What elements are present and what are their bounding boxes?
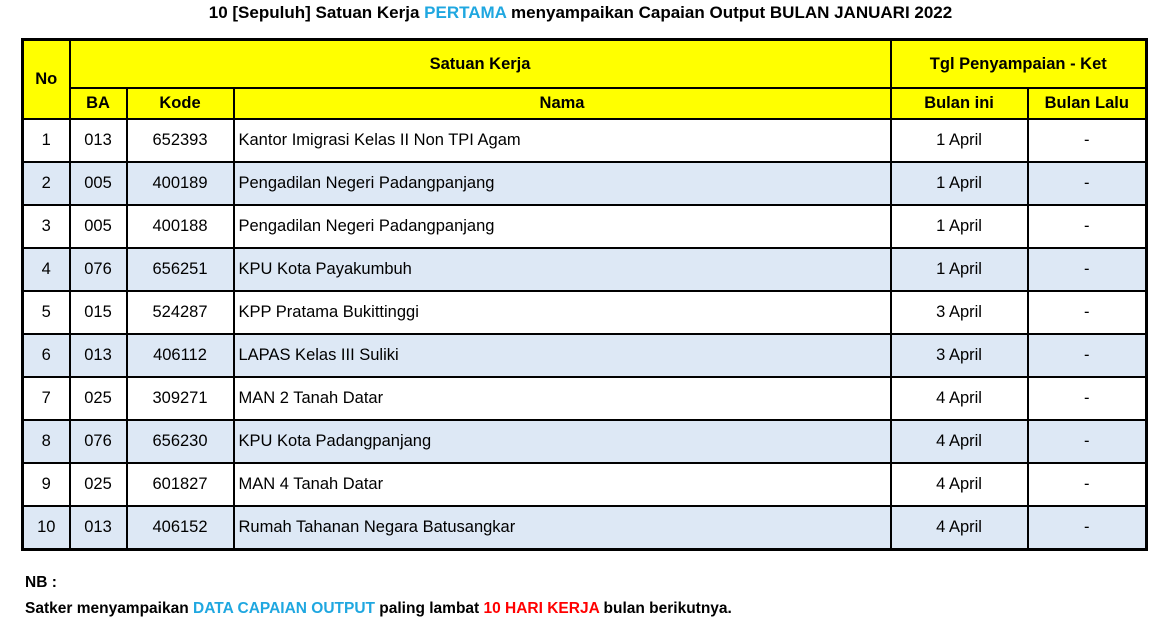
table-row	[23, 420, 1147, 463]
cell-nama: KPU Kota Payakumbuh	[234, 248, 891, 291]
footnote-highlight-output: DATA CAPAIAN OUTPUT	[193, 600, 375, 617]
cell-no: 2	[23, 162, 70, 205]
title-part2: menyampaikan Capaian Output BULAN JANUARI 2022	[506, 3, 953, 22]
cell-bulan-ini: 3 April	[891, 334, 1028, 377]
cell-bulan-lalu: -	[1028, 162, 1147, 205]
cell-kode: 406152	[127, 506, 234, 550]
cell-bulan-lalu: -	[1028, 119, 1147, 162]
cell-no: 3	[23, 205, 70, 248]
cell-no: 4	[23, 248, 70, 291]
header-nama: Nama	[234, 88, 891, 119]
cell-bulan-ini: 4 April	[891, 420, 1028, 463]
cell-nama: Rumah Tahanan Negara Batusangkar	[234, 506, 891, 550]
cell-ba: 015	[70, 291, 127, 334]
cell-nama: KPU Kota Padangpanjang	[234, 420, 891, 463]
cell-kode: 652393	[127, 119, 234, 162]
cell-bulan-lalu: -	[1028, 205, 1147, 248]
cell-nama: LAPAS Kelas III Suliki	[234, 334, 891, 377]
cell-nama: KPP Pratama Bukittinggi	[234, 291, 891, 334]
cell-ba: 076	[70, 248, 127, 291]
header-no: No	[23, 40, 70, 120]
cell-kode: 309271	[127, 377, 234, 420]
cell-no: 1	[23, 119, 70, 162]
cell-bulan-ini: 1 April	[891, 248, 1028, 291]
table-row	[23, 162, 1147, 205]
cell-bulan-lalu: -	[1028, 377, 1147, 420]
satker-table	[21, 38, 1148, 551]
header-tgl-penyampaian: Tgl Penyampaian - Ket	[891, 40, 1147, 89]
cell-ba: 013	[70, 506, 127, 550]
table-row	[23, 334, 1147, 377]
cell-bulan-ini: 1 April	[891, 162, 1028, 205]
cell-kode: 656251	[127, 248, 234, 291]
cell-ba: 005	[70, 162, 127, 205]
title-part1: 10 [Sepuluh] Satuan Kerja	[208, 3, 425, 22]
table-row	[23, 377, 1147, 420]
footnote-text	[25, 596, 732, 622]
header-kode: Kode	[127, 88, 234, 119]
footnote-text-part3: bulan berikutnya.	[599, 600, 732, 617]
cell-kode: 656230	[127, 420, 234, 463]
footnote-text-part1: Satker menyampaikan	[25, 600, 194, 617]
cell-ba: 076	[70, 420, 127, 463]
table-row	[23, 506, 1147, 550]
cell-nama: MAN 4 Tanah Datar	[234, 463, 891, 506]
cell-bulan-ini: 1 April	[891, 119, 1028, 162]
header-bulan-lalu: Bulan Lalu	[1028, 88, 1147, 119]
cell-ba: 013	[70, 334, 127, 377]
header-ba: BA	[70, 88, 127, 119]
cell-nama: Kantor Imigrasi Kelas II Non TPI Agam	[234, 119, 891, 162]
table-row	[23, 119, 1147, 162]
cell-bulan-lalu: -	[1028, 291, 1147, 334]
cell-bulan-lalu: -	[1028, 334, 1147, 377]
cell-kode: 406112	[127, 334, 234, 377]
cell-no: 7	[23, 377, 70, 420]
page-title	[0, 2, 1161, 24]
cell-kode: 601827	[127, 463, 234, 506]
cell-bulan-lalu: -	[1028, 506, 1147, 550]
cell-ba: 025	[70, 377, 127, 420]
cell-no: 8	[23, 420, 70, 463]
title-highlight: PERTAMA	[424, 3, 507, 22]
cell-nama: Pengadilan Negeri Padangpanjang	[234, 205, 891, 248]
cell-bulan-ini: 3 April	[891, 291, 1028, 334]
cell-kode: 524287	[127, 291, 234, 334]
cell-bulan-ini: 4 April	[891, 506, 1028, 550]
cell-bulan-lalu: -	[1028, 420, 1147, 463]
cell-bulan-lalu: -	[1028, 463, 1147, 506]
table-row	[23, 291, 1147, 334]
cell-no: 9	[23, 463, 70, 506]
footnote	[25, 570, 732, 622]
cell-nama: MAN 2 Tanah Datar	[234, 377, 891, 420]
footnote-highlight-deadline: 10 HARI KERJA	[483, 600, 600, 617]
cell-no: 10	[23, 506, 70, 550]
footnote-label: NB :	[25, 574, 57, 591]
cell-bulan-ini: 4 April	[891, 377, 1028, 420]
header-satuan-kerja: Satuan Kerja	[70, 40, 891, 89]
cell-ba: 025	[70, 463, 127, 506]
table-row	[23, 248, 1147, 291]
cell-no: 5	[23, 291, 70, 334]
cell-no: 6	[23, 334, 70, 377]
cell-kode: 400188	[127, 205, 234, 248]
footnote-text-part2: paling lambat	[374, 600, 484, 617]
cell-nama: Pengadilan Negeri Padangpanjang	[234, 162, 891, 205]
table-row	[23, 205, 1147, 248]
cell-ba: 005	[70, 205, 127, 248]
cell-bulan-ini: 4 April	[891, 463, 1028, 506]
table-row	[23, 463, 1147, 506]
cell-kode: 400189	[127, 162, 234, 205]
header-bulan-ini: Bulan ini	[891, 88, 1028, 119]
cell-bulan-ini: 1 April	[891, 205, 1028, 248]
cell-ba: 013	[70, 119, 127, 162]
cell-bulan-lalu: -	[1028, 248, 1147, 291]
